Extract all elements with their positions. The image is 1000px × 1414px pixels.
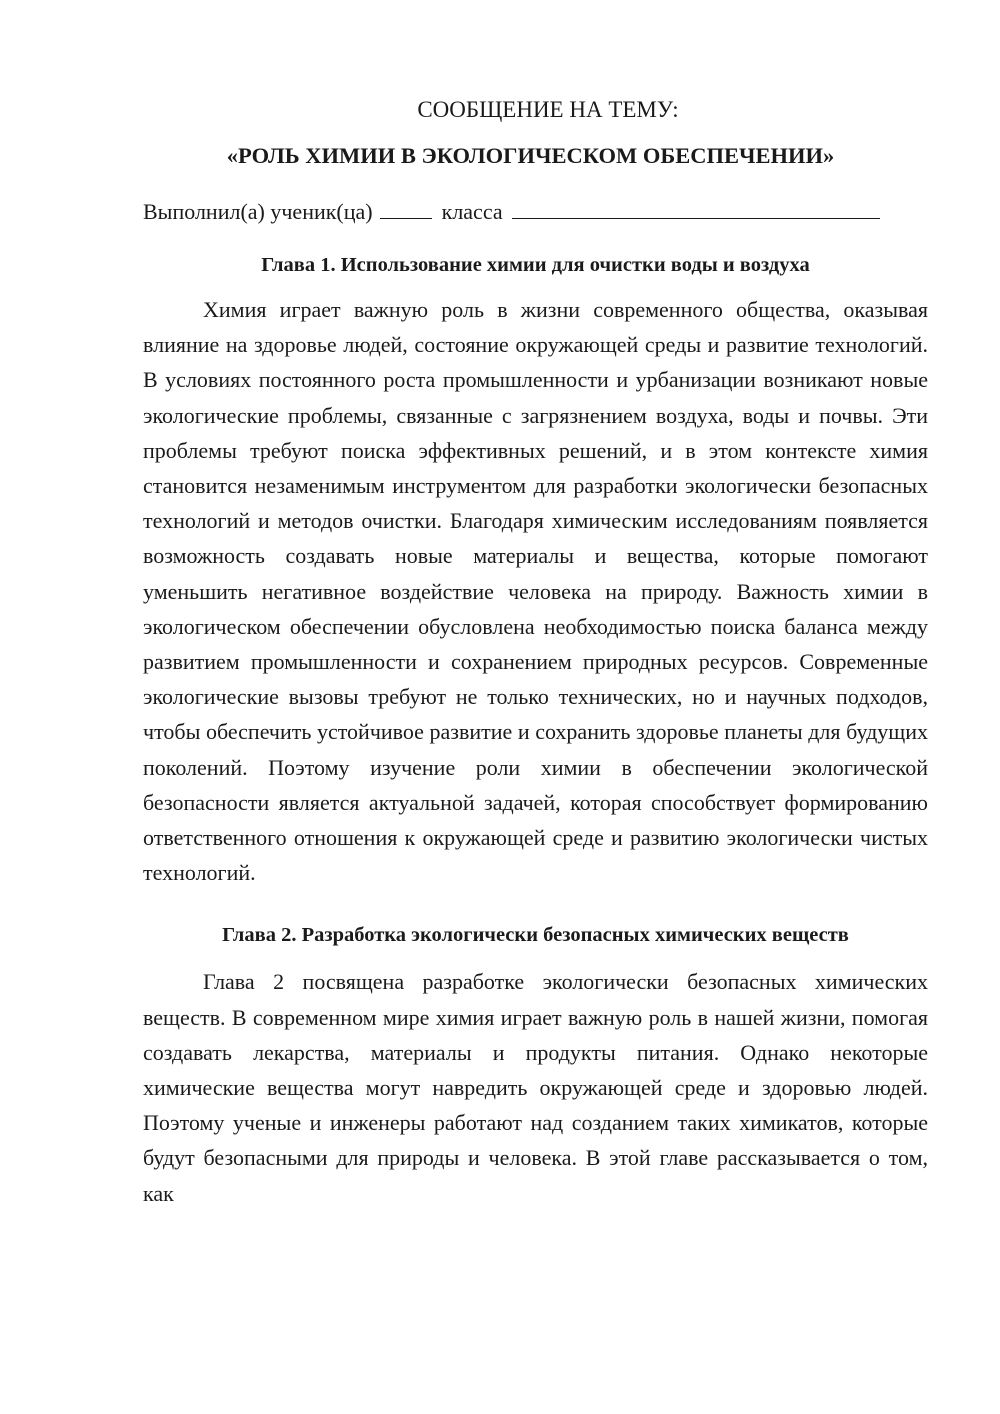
grade-blank	[380, 198, 432, 219]
document-title-line1: СООБЩЕНИЕ НА ТЕМУ:	[417, 97, 679, 122]
author-prefix: Выполнил(а) ученик(ца)	[143, 199, 373, 224]
chapter-1-text: Химия играет важную роль в жизни современного общества, оказывая влияние на здоровье людей, состояние окружающей среды и развитие технологий. В условиях постоянного роста промышленности и урбанизации возникают новые экологические проблемы, связанные с загрязнением воздуха, воды и почвы. Эти проблемы требуют поиска эффективных решений, и в этом контексте химия становится незаменимым инструментом для разработки экологически безопасных технологий и методов очистки. Благодаря химическим исследованиям появляется возможность создавать новые материалы и вещества, которые помогают уменьшить негативное воздействие человека на природу. Важность химии в экологическом обеспечении обусловлена необходимостью поиска баланса между развитием промышленности и сохранением природных ресурсов. Современные экологические вызовы требуют не только технических, но и научных подходов, чтобы обеспечить устойчивое развитие и сохранить здоровье планеты для будущих поколений. Поэтому изучение роли химии в обеспечении экологической безопасности является актуальной задачей, которая способствует формированию ответственного отношения к окружающей среде и развитию экологически чистых технологий.	[143, 297, 928, 886]
chapter-1-heading: Глава 1. Использование химии для очистки воды и воздуха	[261, 254, 810, 276]
chapter-2-text: Глава 2 посвящена разработке экологически безопасных химических веществ. В современном мире химия играет важную роль в нашей жизни, помогая создавать лекарства, материалы и продукты питания. Однако некоторые химические вещества могут навредить окружающей среде и здоровью людей. Поэтому ученые и инженеры работают над созданием таких химикатов, которые будут безопасными для природы и человека. В этой главе рассказывается о том, как	[143, 969, 928, 1206]
author-class-label: класса	[441, 199, 503, 224]
chapter-2-heading: Глава 2. Разработка экологически безопасных химических веществ	[222, 924, 849, 947]
name-blank	[512, 198, 880, 219]
author-line	[143, 194, 928, 230]
document-title: «РОЛЬ ХИМИИ В ЭКОЛОГИЧЕСКОМ ОБЕСПЕЧЕНИИ»	[226, 143, 835, 168]
